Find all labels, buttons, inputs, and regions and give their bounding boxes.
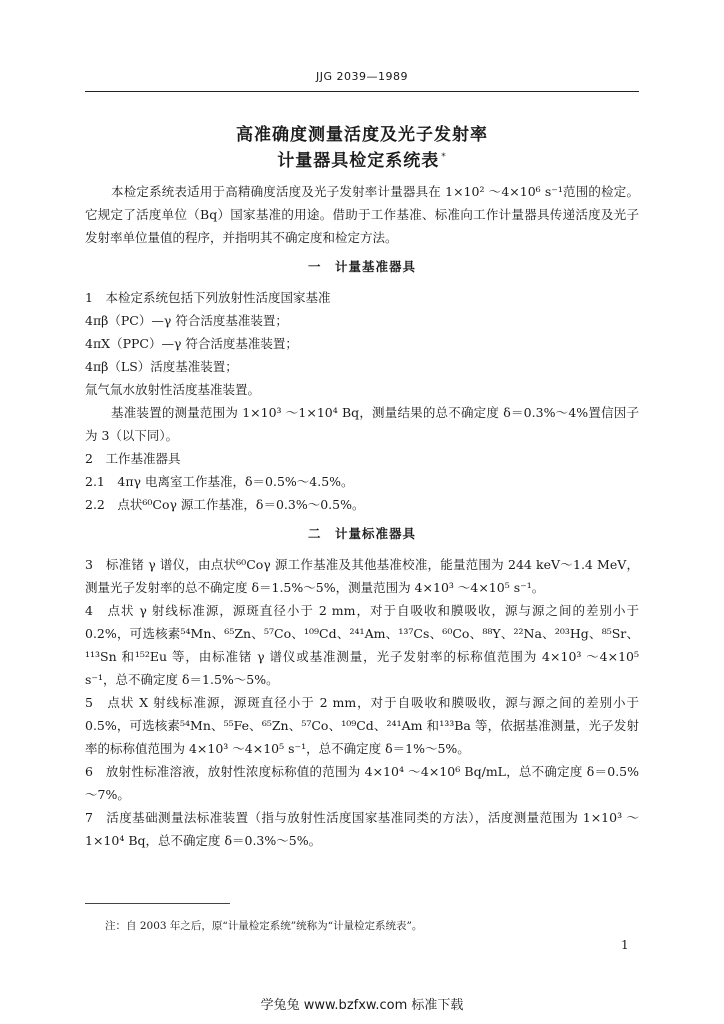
footnote-mark: * bbox=[441, 152, 447, 163]
clause-3: 3 标准锗 γ 谱仪，由点状⁶⁰Coγ 源工作基准及其他基准校准，能量范围为 244 keV～1.4 MeV，测量光子发射率的总不确定度 δ＝1.5%～5%，测量范围为 4×10³ ～4×10⁵ s⁻¹。 bbox=[85, 557, 639, 595]
intro-paragraph: 本检定系统表适用于高精确度活度及光子发射率计量器具在 1×10² ～4×10⁶ s⁻¹范围的检定。它规定了活度单位（Bq）国家基准的用途。借助于工作基准、标准向工作计量器具传递活度及光子发射率单位量值的程序，并指明其不确定度和检定方法。 bbox=[85, 184, 639, 245]
device-item: 4πβ（LS）活度基准装置； bbox=[85, 359, 238, 374]
clause-6: 6 放射性标准溶液，放射性浓度标称值的范围为 4×10⁴ ～4×10⁶ Bq/mL，总不确定度 δ＝0.5%～7%。 bbox=[85, 764, 639, 802]
page-number: 1 bbox=[621, 938, 629, 952]
body-content bbox=[85, 180, 639, 852]
standard-code: JJG 2039—1989 bbox=[316, 70, 408, 83]
clause-2-2: 2.2 点状⁶⁰Coγ 源工作基准，δ＝0.3%～0.5%。 bbox=[85, 497, 365, 512]
clause-2-1: 2.1 4πγ 电离室工作基准，δ＝0.5%～4.5%。 bbox=[85, 474, 354, 489]
clause-2: 2 工作基准器具 bbox=[85, 451, 181, 466]
section-heading-2: 二 计量标准器具 bbox=[307, 526, 416, 541]
clause-4: 4 点状 γ 射线标准源，源斑直径小于 2 mm，对于自吸收和膜吸收，源与源之间的差别小于 0.2%，可选核素⁵⁴Mn、⁶⁵Zn、⁵⁷Co、¹⁰⁹Cd、²⁴¹Am、¹³⁷Cs、⁶⁰Co、⁸⁸Y、²²Na、²⁰³Hg、⁸⁵Sr、¹¹³Sn 和¹⁵²Eu 等，由标准锗 γ 谱仪或基准测量，光子发射率的标称值范围为 4×10³ ～4×10⁵ s⁻¹，总不确定度 δ＝1.5%～5%。 bbox=[85, 603, 639, 687]
download-banner: 学兔兔 www.bzfxw.com 标准下载 bbox=[260, 998, 464, 1013]
clause-7: 7 活度基础测量法标准装置（指与放射性活度国家基准同类的方法），活度测量范围为 1×10³ ～1×10⁴ Bq，总不确定度 δ＝0.3%～5%。 bbox=[85, 810, 639, 848]
footnote-rule bbox=[85, 903, 230, 904]
title-line-2-text: 计量器具检定系统表 bbox=[277, 151, 440, 171]
title-line-1: 高准确度测量活度及光子发射率 bbox=[236, 125, 488, 145]
range-paragraph: 基准装置的测量范围为 1×10³ ～1×10⁴ Bq，测量结果的总不确定度 δ＝0.3%～4%置信因子为 3（以下同）。 bbox=[85, 405, 639, 443]
clause-5: 5 点状 X 射线标准源，源斑直径小于 2 mm，对于自吸收和膜吸收，源与源之间的差别小于 0.5%，可选核素⁵⁴Mn、⁵⁵Fe、⁶⁵Zn、⁵⁷Co、¹⁰⁹Cd、²⁴¹Am 和¹³³Ba 等，依据基准测量，光子发射率的标称值范围为 4×10³ ～4×10⁵ s⁻¹，总不确定度 δ＝1%～5%。 bbox=[85, 695, 639, 756]
header-rule bbox=[85, 91, 639, 92]
device-item: 4πβ（PC）—γ 符合活度基准装置； bbox=[85, 313, 288, 328]
clause-1: 1 本检定系统包括下列放射性活度国家基准 bbox=[85, 290, 331, 305]
section-heading-1: 一 计量基准器具 bbox=[307, 259, 416, 274]
title-line-2 bbox=[0, 146, 724, 171]
device-item: 氚气氚水放射性活度基准装置。 bbox=[85, 382, 261, 397]
device-item: 4πX（PPC）—γ 符合活度基准装置； bbox=[85, 336, 298, 351]
footnote: 注：自 2003 年之后，原“计量检定系统”统称为“计量检定系统表”。 bbox=[105, 920, 423, 932]
